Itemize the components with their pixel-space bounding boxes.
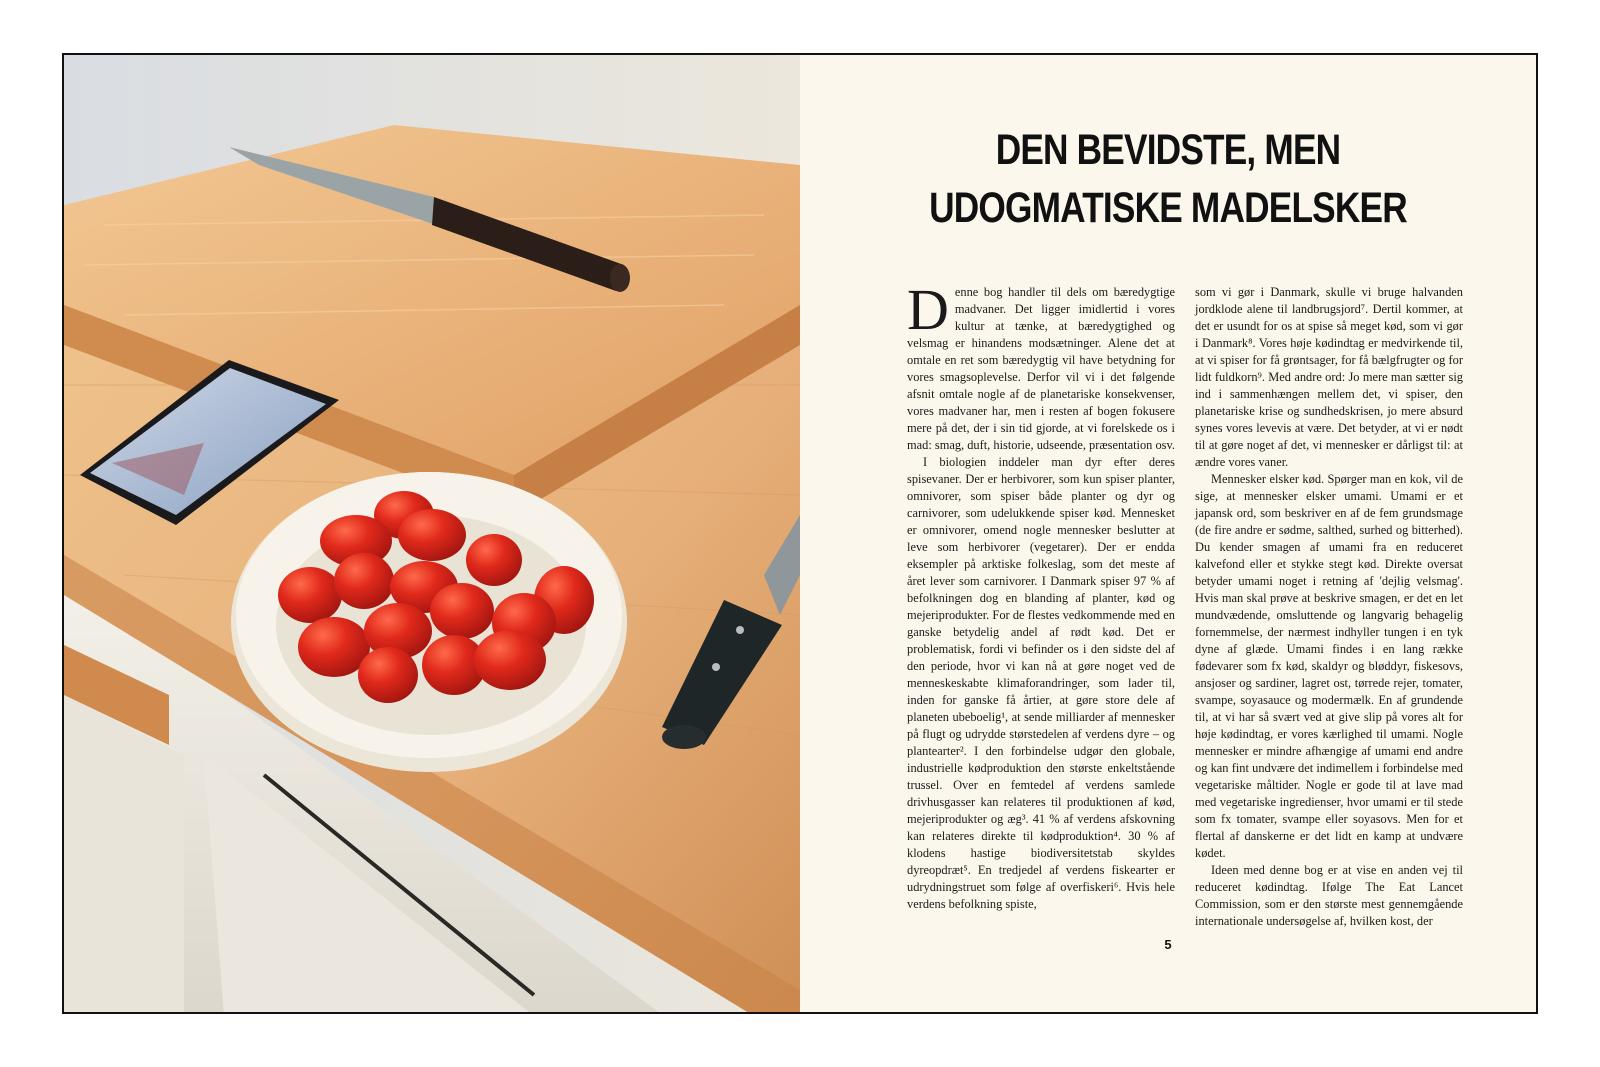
page-number: 5: [1164, 937, 1172, 952]
kitchen-photo-image: [64, 55, 800, 1012]
title-line-2: UDOGMATISKE MADELSKER: [929, 184, 1407, 232]
paragraph: [907, 277, 1175, 454]
drop-cap: D: [907, 277, 949, 342]
text-column-right: [1195, 284, 1463, 930]
article-title: [866, 121, 1470, 237]
text-page: [800, 55, 1536, 1012]
paragraph-text: enne bog handler til dels om bæredygtige madvaner. Det ligger imidlertid i vores kultur at tænke, at bæredygtighed og velsmag er hinandens modsætninger. Alene det at omtale en ret som bæredygtig vil have betydning for vores smagsoplevelse. Derfor vil vi i det følgende afsnit omtale nogle af de planetariske konsekvenser, vores madvaner har, men i resten af bogen fokusere mere på det, der i sin tid gjorde, at vi forelskede os i mad: smag, duft, historie, udseende, præsentation osv.: [907, 285, 1175, 452]
text-column-left: [907, 277, 1175, 913]
paragraph: Mennesker elsker kød. Spørger man en kok, vil de sige, at mennesker elsker umami. Umami er et japansk ord, som beskriver en af de fem grundsmage (de fire andre er sødme, salthed, surhed og bitterhed). Du kender smagen af umami fra en reduceret kalvefond eller et stykke stegt kød. Direkte oversat betyder umami noget i retning af 'dejlig velsmag'. Hvis man skal prøve at beskrive smagen, er det en let mundvædende, omsluttende og langvarig behagelig fornemmelse, der nærmest indhyller tungen i en tyk dyne af glæde. Umami findes i en lang række fødevarer som fx kød, skaldyr og bløddyr, fiskesovs, ansjoser og sardiner, lagret ost, tørrede rejer, tomater, svampe, soyasauce og modermælk. En af grundende til, at vi har så svært ved at give slip på vores alt for høje kødindtag, er vores kærlighed til umami. Nogle mennesker er mindre afhængige af umami end andre og kan fint undvære det indimellem i forbindelse med vegetariske måltider. Nogle er gode til at lave mad med vegetariske ingredienser, hvor umami er til stede som fx tomater, svampe eller soyasovs. Men for et flertal af danskerne er det lidt en kamp at undvære kødet.: [1195, 472, 1463, 860]
title-line-1: DEN BEVIDSTE, MEN: [995, 126, 1341, 174]
paragraph: I biologien inddeler man dyr efter deres spisevaner. Der er herbivorer, som kun spiser planter, omnivorer, som spiser både planter og dyr og carnivorer, som udelukkende spiser kød. Mennesket er omnivorer, omend nogle mennesker beslutter at leve som herbivorer (vegetarer). Der er endda eksempler på arktiske folkeslag, som det meste af året lever som carnivorer. I Danmark spiser 97 % af befolkningen dog en blanding af planter, kød og mejeriprodukter. For de flestes vedkommende med en ganske betydelig andel af rødt kød. Det er problematisk, fordi vi befinder os i den sidste del af den periode, hvor vi kan nå at gøre noget ved de menneskeskabte klimaforandringer, som lader til, inden for ganske få årtier, at gøre store dele af planeten ubeboelig¹, at sende milliarder af mennesker på flugt og udrydde størstedelen af verdens dyre – og plantearter². I den forbindelse udgør den globale, industrielle kødproduktion den største enkeltstående trussel. Over en femtedel af verdens samlede drivhusgasser kan relateres til produktionen af kød, mejeriprodukter og æg³. 41 % af verdens afskovning kan relateres direkte til kødproduktion⁴. 30 % af klodens hastige biodiversitetstab skyldes dyreopdræt⁵. En tredjedel af verdens fiskearter er udrydningstruet som følge af overfiskeri⁶. Hvis hele verdens befolkning spiste,: [907, 455, 1175, 911]
book-spread: [62, 53, 1538, 1014]
photo-panel: [64, 55, 800, 1012]
paragraph: Ideen med denne bog er at vise en anden vej til reduceret kødindtag. Ifølge The Eat Lancet Commission, som er den største mest gennemgående internationale undersøgelse af, hvilken kost, der: [1195, 863, 1463, 928]
paragraph: som vi gør i Danmark, skulle vi bruge halvanden jordklode alene til landbrugsjord⁷. Dertil kommer, at det er usundt for os at spise så meget kød, som vi gør i Danmark⁸. Vores høje kødindtag er medvirkende til, at vi spiser for få grøntsager, for få bælgfrugter og for lidt fuldkorn⁹. Med andre ord: Jo mere man sætter sig ind i sammenhængen mellem det, vi spiser, den planetariske krise og sundhedskrisen, jo mere absurd synes vores levevis at være. Det betyder, at vi er nødt til at gøre noget af det, vi mennesker er dårligst til: at ændre vores vaner.: [1195, 285, 1463, 469]
